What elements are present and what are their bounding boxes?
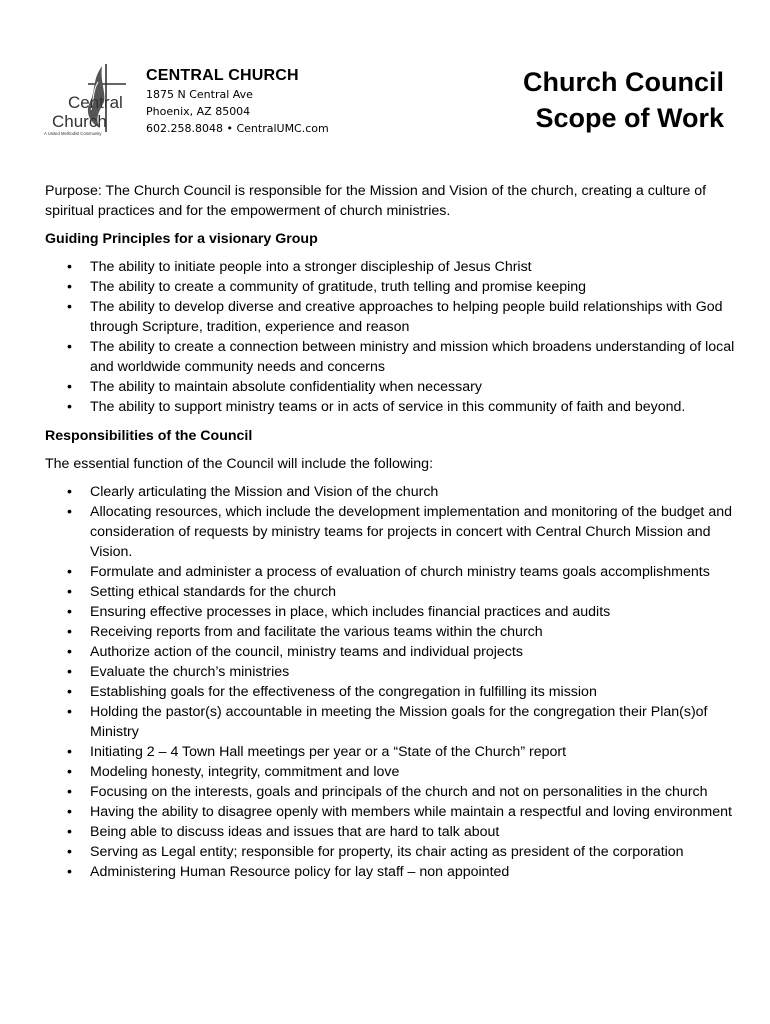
list-item: • Allocating resources, which include the development implementation and monitoring of the budget and consideration of requests by ministry teams for projects in concert with Central Church Mission and Vision. — [45, 502, 735, 562]
list-item: • Administering Human Resource policy for lay staff – non appointed — [45, 862, 735, 882]
list-item: • Formulate and administer a process of evaluation of church ministry teams goals accomplishments — [45, 562, 735, 582]
list-item: • Being able to discuss ideas and issues that are hard to talk about — [45, 822, 735, 842]
list-item: • Authorize action of the council, ministry teams and individual projects — [45, 642, 735, 662]
purpose-paragraph: Purpose: The Church Council is responsible for the Mission and Vision of the church, creating a culture of spiritual practices and for the empowerment of church ministries. — [45, 183, 707, 219]
logo-word-central: Central — [68, 93, 123, 112]
responsibilities-intro: The essential function of the Council will include the following: — [45, 456, 434, 472]
church-address: 1875 N Central Ave — [146, 88, 253, 101]
list-item: • The ability to maintain absolute confidentiality when necessary — [45, 377, 735, 397]
church-name: CENTRAL CHURCH — [146, 67, 299, 84]
list-item: • Focusing on the interests, goals and principals of the church and not on personalities in the church — [45, 782, 735, 802]
list-item: • Setting ethical standards for the church — [45, 582, 735, 602]
guiding-principles-heading: Guiding Principles for a visionary Group — [45, 231, 318, 247]
list-item: • Evaluate the church’s ministries — [45, 662, 735, 682]
list-item: • The ability to create a community of gratitude, truth telling and promise keeping — [45, 277, 735, 297]
church-contact: 602.258.8048 • CentralUMC.com — [146, 122, 329, 135]
document-title — [523, 64, 724, 136]
title-line-1: Church Council — [523, 67, 724, 97]
list-item: • Ensuring effective processes in place, which includes financial practices and audits — [45, 602, 735, 622]
responsibilities-list — [45, 482, 735, 882]
title-line-2: Scope of Work — [535, 103, 724, 133]
cross-and-flame-icon — [44, 62, 144, 138]
responsibilities-heading: Responsibilities of the Council — [45, 428, 253, 444]
list-item: • The ability to create a connection between ministry and mission which broadens understanding of local and worldwide community needs and concerns — [45, 337, 735, 377]
logo-tagline: A United Methodist Community — [44, 131, 102, 136]
document-body — [45, 181, 735, 891]
list-item: • Having the ability to disagree openly with members while maintain a respectful and loving environment — [45, 802, 735, 822]
guiding-principles-list — [45, 257, 735, 417]
logo-word-church: Church — [52, 112, 107, 131]
list-item: • Modeling honesty, integrity, commitment and love — [45, 762, 735, 782]
list-item: • The ability to initiate people into a stronger discipleship of Jesus Christ — [45, 257, 735, 277]
church-logo — [44, 62, 144, 138]
list-item: • The ability to support ministry teams or in acts of service in this community of faith and beyond. — [45, 397, 735, 417]
list-item: • Establishing goals for the effectiveness of the congregation in fulfilling its mission — [45, 682, 735, 702]
list-item: • Clearly articulating the Mission and Vision of the church — [45, 482, 735, 502]
church-contact-block — [146, 66, 386, 137]
list-item: • Holding the pastor(s) accountable in meeting the Mission goals for the congregation their Plan(s)of Ministry — [45, 702, 735, 742]
list-item: • Receiving reports from and facilitate the various teams within the church — [45, 622, 735, 642]
list-item: • Initiating 2 – 4 Town Hall meetings per year or a “State of the Church” report — [45, 742, 735, 762]
list-item: • Serving as Legal entity; responsible for property, its chair acting as president of the corporation — [45, 842, 735, 862]
church-city: Phoenix, AZ 85004 — [146, 105, 251, 118]
list-item: • The ability to develop diverse and creative approaches to helping people build relationships with God through Scripture, tradition, experience and reason — [45, 297, 735, 337]
